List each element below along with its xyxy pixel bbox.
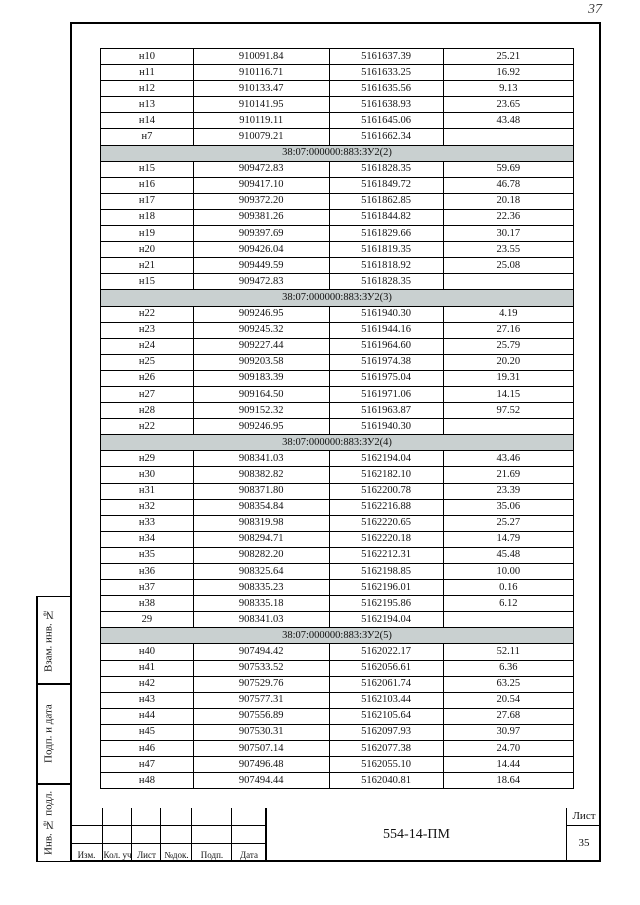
y-coordinate: 5161637.39 [329,49,443,65]
point-name: н35 [101,547,194,563]
segment-length: 20.54 [443,692,573,708]
side-cell-inventory [36,784,72,862]
y-coordinate: 5161633.25 [329,65,443,81]
y-coordinate: 5161944.16 [329,322,443,338]
point-name: н33 [101,515,194,531]
table-row [101,97,574,113]
table-row [101,676,574,692]
x-coordinate: 907577.31 [193,692,329,708]
x-coordinate: 908341.03 [193,612,329,628]
y-coordinate: 5161963.87 [329,403,443,419]
table-row [101,338,574,354]
x-coordinate: 910091.84 [193,49,329,65]
segment-length: 27.68 [443,708,573,724]
segment-length: 21.69 [443,467,573,483]
y-coordinate: 5162182.10 [329,467,443,483]
segment-length: 18.64 [443,773,573,789]
x-coordinate: 909152.32 [193,403,329,419]
segment-length [443,419,573,435]
point-name: н30 [101,467,194,483]
y-coordinate: 5161828.35 [329,274,443,290]
point-name: н37 [101,580,194,596]
table-row [101,580,574,596]
y-coordinate: 5162105.64 [329,708,443,724]
point-name: н34 [101,531,194,547]
side-cell-signature [36,684,72,784]
y-coordinate: 5162022.17 [329,644,443,660]
title-block-label-signature: Подп. [200,850,224,860]
y-coordinate: 5161974.38 [329,354,443,370]
table-row [101,757,574,773]
point-name: н26 [101,370,194,386]
segment-length: 0.16 [443,580,573,596]
section-label: 38:07:000000:883:ЗУ2(3) [101,290,574,306]
y-coordinate: 5161971.06 [329,386,443,402]
y-coordinate: 5161844.82 [329,209,443,225]
table-row [101,193,574,209]
y-coordinate: 5162196.01 [329,580,443,596]
table-row [101,274,574,290]
segment-length: 52.11 [443,644,573,660]
y-coordinate: 5161940.30 [329,419,443,435]
point-name: н28 [101,403,194,419]
handwritten-page-number: 37 [588,2,602,17]
segment-length: 6.12 [443,596,573,612]
y-coordinate: 5161940.30 [329,306,443,322]
y-coordinate: 5162194.04 [329,451,443,467]
table-row [101,644,574,660]
x-coordinate: 909183.39 [193,370,329,386]
point-name: н25 [101,354,194,370]
segment-length: 59.69 [443,161,573,177]
coordinates-table-body [101,49,574,789]
table-row [101,515,574,531]
segment-length: 35.06 [443,499,573,515]
table-row [101,660,574,676]
table-row [101,386,574,402]
y-coordinate: 5161849.72 [329,177,443,193]
x-coordinate: 909372.20 [193,193,329,209]
segment-length: 10.00 [443,564,573,580]
point-name: н20 [101,242,194,258]
point-name: н10 [101,49,194,65]
segment-length: 24.70 [443,741,573,757]
segment-length: 97.52 [443,403,573,419]
side-cell-replacement [36,596,72,684]
table-row [101,483,574,499]
y-coordinate: 5162077.38 [329,741,443,757]
title-block-label-count: Кол. уч [103,850,132,860]
table-row [101,354,574,370]
y-coordinate: 5161819.35 [329,242,443,258]
point-name: н44 [101,708,194,724]
x-coordinate: 907529.76 [193,676,329,692]
table-row [101,773,574,789]
segment-length: 23.65 [443,97,573,113]
segment-length: 46.78 [443,177,573,193]
table-row [101,258,574,274]
x-coordinate: 909381.26 [193,209,329,225]
segment-length: 63.25 [443,676,573,692]
table-row [101,49,574,65]
point-name: н42 [101,676,194,692]
segment-length: 9.13 [443,81,573,97]
y-coordinate: 5161862.85 [329,193,443,209]
point-name: н43 [101,692,194,708]
point-name: н27 [101,386,194,402]
table-row [101,708,574,724]
segment-length: 14.15 [443,386,573,402]
point-name: н23 [101,322,194,338]
point-name: н12 [101,81,194,97]
y-coordinate: 5162220.18 [329,531,443,547]
table-row [101,724,574,740]
x-coordinate: 910141.95 [193,97,329,113]
x-coordinate: 909449.59 [193,258,329,274]
sheet-box [566,808,601,862]
x-coordinate: 909246.95 [193,306,329,322]
section-label: 38:07:000000:883:ЗУ2(5) [101,628,574,644]
document-code: 554-14-ПМ [266,808,566,862]
side-label-signature: Подп. и дата [37,685,59,783]
segment-length: 45.48 [443,547,573,563]
x-coordinate: 908335.18 [193,596,329,612]
x-coordinate: 907556.89 [193,708,329,724]
x-coordinate: 909203.58 [193,354,329,370]
section-header-row [101,290,574,306]
point-name: н17 [101,193,194,209]
y-coordinate: 5162103.44 [329,692,443,708]
table-row [101,451,574,467]
y-coordinate: 5162216.88 [329,499,443,515]
table-row [101,419,574,435]
table-row [101,692,574,708]
title-block-label-change: Изм. [77,850,96,860]
x-coordinate: 907494.42 [193,644,329,660]
y-coordinate: 5162200.78 [329,483,443,499]
point-name: н14 [101,113,194,129]
segment-length: 6.36 [443,660,573,676]
point-name: н7 [101,129,194,145]
x-coordinate: 909426.04 [193,242,329,258]
x-coordinate: 910119.11 [193,113,329,129]
y-coordinate: 5162055.10 [329,757,443,773]
segment-length: 4.19 [443,306,573,322]
x-coordinate: 910133.47 [193,81,329,97]
segment-length [443,274,573,290]
segment-length: 16.92 [443,65,573,81]
point-name: н16 [101,177,194,193]
y-coordinate: 5162194.04 [329,612,443,628]
section-label: 38:07:000000:883:ЗУ2(4) [101,435,574,451]
table-row [101,306,574,322]
segment-length: 25.79 [443,338,573,354]
point-name: н15 [101,161,194,177]
side-stamp [36,596,72,862]
x-coordinate: 907494.44 [193,773,329,789]
y-coordinate: 5162040.81 [329,773,443,789]
x-coordinate: 907530.31 [193,724,329,740]
point-name: н21 [101,258,194,274]
segment-length: 43.48 [443,113,573,129]
x-coordinate: 908371.80 [193,483,329,499]
point-name: н41 [101,660,194,676]
table-row [101,403,574,419]
x-coordinate: 909246.95 [193,419,329,435]
table-row [101,177,574,193]
point-name: н38 [101,596,194,612]
table-row [101,531,574,547]
segment-length: 43.46 [443,451,573,467]
point-name: н15 [101,274,194,290]
x-coordinate: 909227.44 [193,338,329,354]
table-row [101,547,574,563]
section-header-row [101,628,574,644]
x-coordinate: 910116.71 [193,65,329,81]
segment-length: 30.17 [443,226,573,242]
y-coordinate: 5162061.74 [329,676,443,692]
y-coordinate: 5161645.06 [329,113,443,129]
table-row [101,81,574,97]
x-coordinate: 908325.64 [193,564,329,580]
table-row [101,209,574,225]
x-coordinate: 908382.82 [193,467,329,483]
point-name: н19 [101,226,194,242]
side-label-inventory: Инв. № подл. [37,785,59,861]
point-name: н32 [101,499,194,515]
section-label: 38:07:000000:883:ЗУ2(2) [101,145,574,161]
point-name: н48 [101,773,194,789]
point-name: н36 [101,564,194,580]
x-coordinate: 907533.52 [193,660,329,676]
point-name: н46 [101,741,194,757]
table-row [101,65,574,81]
y-coordinate: 5162198.85 [329,564,443,580]
table-row [101,322,574,338]
y-coordinate: 5161964.60 [329,338,443,354]
x-coordinate: 908341.03 [193,451,329,467]
x-coordinate: 908282.20 [193,547,329,563]
y-coordinate: 5162212.31 [329,547,443,563]
y-coordinate: 5161662.34 [329,129,443,145]
x-coordinate: 909472.83 [193,161,329,177]
table-row [101,499,574,515]
segment-length: 22.36 [443,209,573,225]
point-name: н22 [101,306,194,322]
segment-length: 30.97 [443,724,573,740]
segment-length: 25.08 [443,258,573,274]
point-name: н31 [101,483,194,499]
table-row [101,467,574,483]
segment-length [443,129,573,145]
x-coordinate: 909472.83 [193,274,329,290]
x-coordinate: 908319.98 [193,515,329,531]
sheet-label: Лист [567,808,601,826]
x-coordinate: 908335.23 [193,580,329,596]
point-name: н45 [101,724,194,740]
y-coordinate: 5161828.35 [329,161,443,177]
section-header-row [101,145,574,161]
x-coordinate: 908294.71 [193,531,329,547]
y-coordinate: 5162220.65 [329,515,443,531]
x-coordinate: 909245.32 [193,322,329,338]
segment-length: 20.20 [443,354,573,370]
table-row [101,741,574,757]
point-name: н40 [101,644,194,660]
segment-length: 23.39 [443,483,573,499]
title-block-label-sheet: Лист [137,850,156,860]
point-name: н24 [101,338,194,354]
sheet-number: 35 [578,837,590,849]
y-coordinate: 5161635.56 [329,81,443,97]
y-coordinate: 5161818.92 [329,258,443,274]
x-coordinate: 907507.14 [193,741,329,757]
segment-length: 14.44 [443,757,573,773]
coordinates-table [100,48,574,789]
x-coordinate: 909397.69 [193,226,329,242]
segment-length [443,612,573,628]
title-block-label-docnum: №док. [164,850,189,860]
table-row [101,612,574,628]
table-row [101,226,574,242]
point-name: н22 [101,419,194,435]
x-coordinate: 909417.10 [193,177,329,193]
point-name: 29 [101,612,194,628]
point-name: н13 [101,97,194,113]
table-row [101,242,574,258]
segment-length: 23.55 [443,242,573,258]
y-coordinate: 5162056.61 [329,660,443,676]
section-header-row [101,435,574,451]
x-coordinate: 907496.48 [193,757,329,773]
y-coordinate: 5161638.93 [329,97,443,113]
y-coordinate: 5162195.86 [329,596,443,612]
segment-length: 19.31 [443,370,573,386]
point-name: н18 [101,209,194,225]
x-coordinate: 908354.84 [193,499,329,515]
table-row [101,113,574,129]
segment-length: 25.21 [443,49,573,65]
table-row [101,129,574,145]
table-row [101,596,574,612]
title-block-label-date: Дата [240,850,258,860]
table-row [101,370,574,386]
y-coordinate: 5161975.04 [329,370,443,386]
point-name: н11 [101,65,194,81]
title-block [70,808,601,862]
segment-length: 25.27 [443,515,573,531]
segment-length: 20.18 [443,193,573,209]
point-name: н29 [101,451,194,467]
point-name: н47 [101,757,194,773]
x-coordinate: 909164.50 [193,386,329,402]
segment-length: 27.16 [443,322,573,338]
table-row [101,564,574,580]
x-coordinate: 910079.21 [193,129,329,145]
segment-length: 14.79 [443,531,573,547]
side-label-replacement: Взам. инв. № [37,597,59,683]
y-coordinate: 5162097.93 [329,724,443,740]
title-block-grid [70,808,266,862]
table-row [101,161,574,177]
y-coordinate: 5161829.66 [329,226,443,242]
